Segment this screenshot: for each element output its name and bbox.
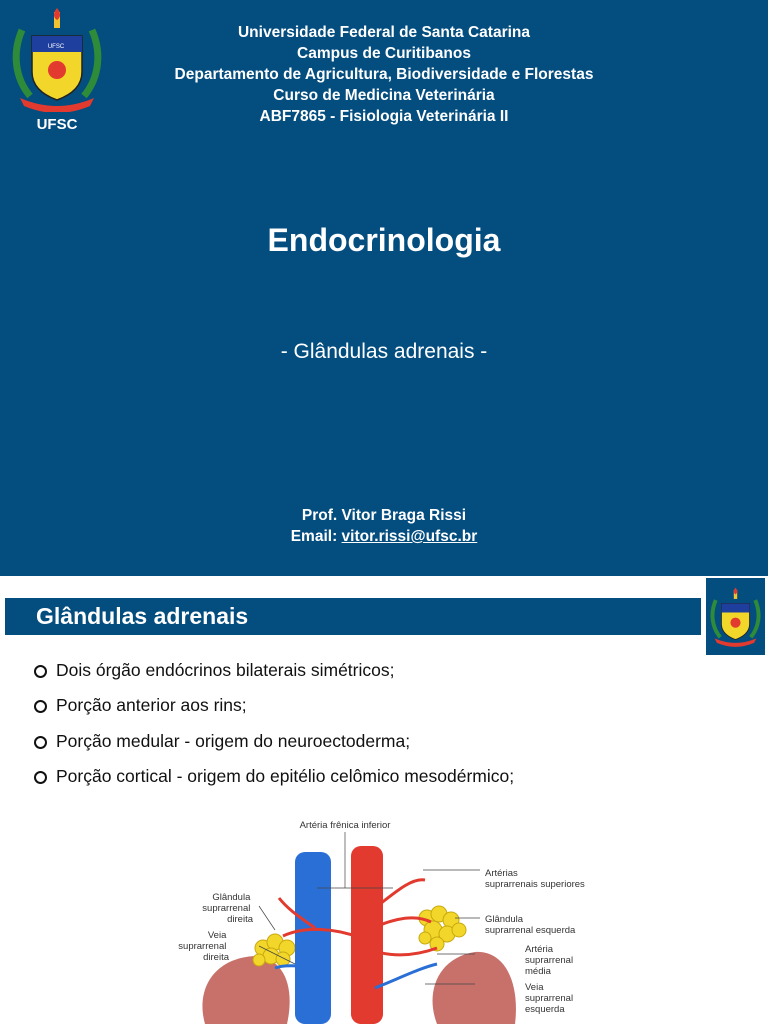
- slide-title-bar: [5, 598, 701, 635]
- left-kidney: [433, 952, 516, 1024]
- author-block: [0, 505, 768, 547]
- author-email-line: [0, 526, 768, 547]
- ufsc-logo-small: [706, 578, 765, 655]
- bullet-list: [34, 660, 514, 801]
- left-adrenal-gland: [419, 906, 466, 951]
- header-line: Curso de Medicina Veterinária: [273, 87, 495, 104]
- label-veia-direita: Veia suprarrenal direita: [178, 930, 229, 963]
- list-item-text: Porção medular - origem do neuroectoderma;: [56, 730, 411, 751]
- list-item: [34, 766, 514, 801]
- slide-subtitle: - Glândulas adrenais -: [280, 340, 488, 363]
- list-item-text: Porção anterior aos rins;: [56, 695, 247, 716]
- header-line: Universidade Federal de Santa Catarina: [237, 24, 531, 41]
- header-line: ABF7865 - Fisiologia Veterinária II: [259, 108, 509, 125]
- list-item: [34, 695, 514, 730]
- ufsc-crest-logo: [10, 8, 104, 112]
- header-line: Departamento de Agricultura, Biodiversidade e Florestas: [174, 66, 594, 83]
- circle-bullet-icon: [34, 736, 47, 749]
- slide-title: Glândulas adrenais: [36, 603, 249, 629]
- header-line: Campus de Curitibanos: [297, 45, 471, 62]
- label-arterias-superiores: Artérias suprarrenais superiores: [485, 868, 585, 890]
- email-label: Email:: [290, 528, 342, 545]
- label-glandula-direita: Glândula suprarrenal direita: [202, 892, 253, 925]
- slide-title: Endocrinologia: [267, 222, 501, 258]
- circle-bullet-icon: [34, 771, 47, 784]
- circle-bullet-icon: [34, 665, 47, 678]
- vena-cava: [295, 852, 331, 1024]
- svg-text:UFSC: UFSC: [47, 44, 65, 50]
- list-item: [34, 660, 514, 695]
- circle-bullet-icon: [34, 700, 47, 713]
- label-arteria-frenica: Artéria frênica inferior: [299, 820, 391, 831]
- institution-header: [140, 22, 628, 127]
- content-slide: [0, 576, 768, 1024]
- email-link[interactable]: vitor.rissi@ufsc.br: [341, 528, 478, 545]
- label-glandula-esquerda: Glândula suprarrenal esquerda: [485, 914, 576, 936]
- list-item: [34, 731, 514, 766]
- list-item-text: Dois órgão endócrinos bilaterais simétricos;: [56, 660, 395, 680]
- label-veia-esquerda: Veia suprarrenal esquerda: [525, 982, 574, 1015]
- ufsc-crest-icon: [709, 582, 762, 652]
- label-arteria-media: Artéria suprarrenal média: [525, 944, 574, 977]
- adrenal-anatomy-figure: [175, 818, 595, 1024]
- list-item-text: Porção cortical - origem do epitélio celômico mesodérmico;: [56, 765, 515, 786]
- logo-caption: UFSC: [36, 116, 78, 133]
- author-name: Prof. Vitor Braga Rissi: [301, 507, 467, 524]
